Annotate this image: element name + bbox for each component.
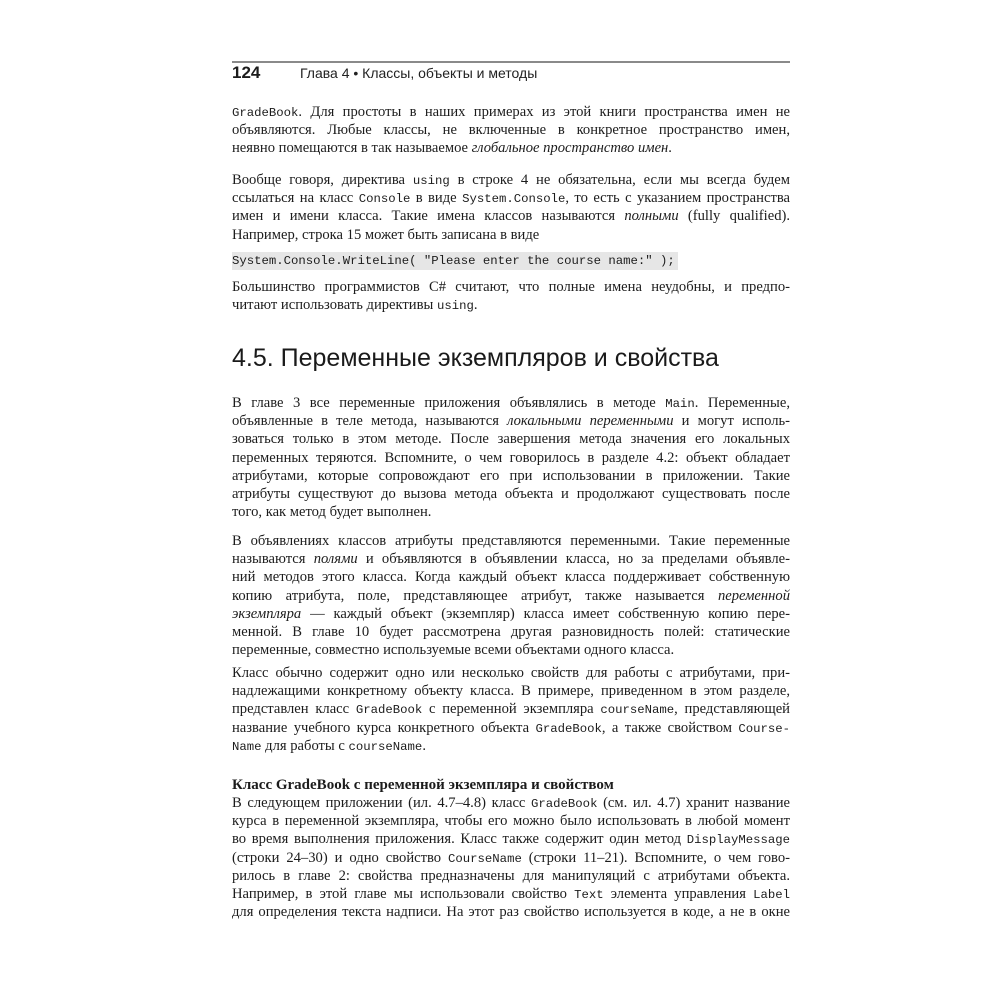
text-run: представлен класс — [232, 701, 356, 718]
text-run: зоваться только в этом методе. После завершения метода значения его локальных — [232, 431, 790, 448]
section-heading — [232, 343, 790, 373]
text-line — [232, 550, 790, 568]
paragraph — [232, 794, 790, 921]
text-line — [232, 121, 790, 139]
text-line — [232, 885, 790, 903]
italic-term: полными — [624, 208, 679, 225]
text-run: . Переменные, — [694, 395, 790, 411]
inline-code: System.Console — [462, 192, 566, 207]
text-line — [232, 207, 790, 225]
paragraph — [232, 103, 790, 158]
text-run: читают использовать директивы — [232, 297, 437, 314]
text-line — [232, 587, 790, 605]
text-run: В главе 3 все переменные приложения объявлялись в методе — [232, 395, 666, 411]
text-run: того, как метод будет выполнен. — [232, 504, 432, 521]
text-run: называются — [232, 551, 314, 568]
section-title: 4.5. Переменные экземпляров и свойства — [232, 344, 719, 372]
paragraph — [232, 278, 790, 314]
text-run: название учебного курса конкретного объекта — [232, 719, 536, 736]
text-line — [232, 682, 790, 700]
paragraph — [232, 394, 790, 521]
inline-code: Name — [232, 739, 262, 754]
text-run: неявно помещаются в так называемое — [232, 140, 472, 157]
text-line — [232, 830, 790, 848]
text-run: рилось в главе 2: свойства предназначены для манипуляций с атрибутами объекта. — [232, 867, 790, 884]
header-rule — [232, 61, 790, 63]
text-line — [232, 737, 790, 755]
italic-term: переменной — [717, 587, 790, 604]
text-run: с переменной экземпляра — [422, 701, 601, 718]
text-line — [232, 467, 790, 485]
inline-code: courseName — [600, 703, 675, 718]
text-line — [232, 641, 790, 659]
text-run: в виде — [410, 190, 463, 207]
text-line — [232, 903, 790, 921]
inline-code: GradeBook — [535, 721, 602, 736]
text-run: ссылаться на класс — [232, 190, 359, 207]
text-run: В объявлениях классов атрибуты представляются переменными. Такие переменные — [232, 533, 790, 549]
italic-term: локальными переменными — [507, 413, 674, 430]
italic-term: полями — [313, 551, 358, 568]
text-line — [232, 503, 790, 521]
text-line — [232, 394, 790, 412]
text-run: переменных теряются. Вспомните, о чем говорилось в разделе 4.2: объект обладает — [232, 449, 790, 466]
text-run: и объявляются в объявлении класса, но за пределами объявле- — [357, 551, 790, 568]
text-run: и могут исполь- — [673, 413, 790, 430]
text-line — [232, 449, 790, 467]
text-run: переменные, совместно используемые всеми объектами одного класса. — [232, 642, 675, 659]
italic-term: экземпляра — [232, 605, 302, 622]
subsection-title: Класс GradeBook с переменной экземпляра и свойством — [232, 777, 614, 793]
text-run: для работы с — [261, 737, 349, 754]
text-line — [232, 849, 790, 867]
inline-code: GradeBook — [355, 703, 423, 718]
text-line — [232, 532, 790, 550]
text-run: . — [422, 737, 426, 754]
text-run: во время выполнения приложения. Класс также содержит один метод — [232, 831, 687, 848]
text-run: Вообще говоря, директива — [232, 172, 413, 188]
text-line — [232, 867, 790, 885]
text-line — [232, 296, 790, 314]
running-title: Глава 4 • Классы, объекты и методы — [300, 65, 538, 81]
text-run: — каждый объект (экземпляр) класса имеет собственную копию пере- — [301, 605, 790, 622]
text-run: Класс обычно содержит одно или несколько свойств для работы с атрибутами, при- — [232, 665, 790, 681]
text-run: имен и имени класса. Такие имена классов называются — [232, 208, 625, 225]
text-run: для определения текста надписи. На этот раз свойство используется в коде, а не в окне — [232, 904, 790, 921]
paragraph — [232, 171, 790, 244]
italic-term: глобальное пространство имен — [471, 140, 669, 157]
text-line — [232, 794, 790, 812]
inline-code: Course- — [738, 721, 790, 736]
text-line — [232, 171, 790, 189]
text-run: (fully qualified). — [678, 208, 790, 225]
text-line — [232, 719, 790, 737]
text-line — [232, 278, 790, 296]
code-line: System.Console.WriteLine( "Please enter the course name:" ); — [232, 252, 678, 270]
text-line — [232, 664, 790, 682]
text-run: Большинство программистов C# считают, что полные имена неудобны, и предпо- — [232, 279, 790, 295]
inline-code: CourseName — [448, 851, 522, 866]
inline-code: Main — [665, 397, 695, 411]
text-run: (строки 24–30) и одно свойство — [232, 849, 449, 866]
text-run: . — [473, 297, 478, 314]
inline-code: using — [436, 299, 474, 314]
inline-code: Label — [753, 887, 791, 902]
text-line — [232, 412, 790, 430]
inline-code: Console — [358, 192, 411, 207]
text-run: атрибутами, которые сопровождают его при использовании в приложении. Такие — [232, 467, 790, 484]
text-run: надлежащими конкретному объекту класса. В примере, приведенном в этом разделе, — [232, 683, 790, 700]
inline-code: GradeBook — [531, 797, 598, 811]
text-run: объявляются. Любые классы, не включенные в конкретное пространство имен, — [232, 122, 790, 139]
text-line — [232, 103, 790, 121]
inline-code: DisplayMessage — [686, 833, 790, 848]
text-run: в строке 4 не обязательна, если мы всегда будем — [449, 172, 790, 188]
inline-code: GradeBook — [232, 106, 299, 120]
code-block — [232, 251, 790, 270]
text-run: (см. ил. 4.7) хранит название — [597, 795, 790, 811]
text-run: , а также свойством — [601, 719, 739, 736]
text-run: . Для простоты в наших примерах из этой книги пространства имен не — [298, 104, 790, 120]
page-number: 124 — [232, 63, 261, 82]
text-line — [232, 700, 790, 718]
text-run: атрибуты существуют до вызова метода объекта и продолжают существовать после — [232, 485, 790, 502]
text-run: , представляющей — [674, 701, 790, 718]
text-run: (строки 11–21). Вспомните, о чем гово- — [521, 849, 790, 866]
text-run: элемента управления — [603, 885, 754, 902]
text-run: Например, строка 15 может быть записана в виде — [232, 226, 540, 243]
text-line — [232, 623, 790, 641]
subsection-heading — [232, 776, 790, 794]
text-line — [232, 812, 790, 830]
text-run: В следующем приложении (ил. 4.7–4.8) класс — [232, 795, 532, 811]
text-line — [232, 430, 790, 448]
text-run: объявленные в теле метода, называются — [232, 413, 508, 430]
text-line — [232, 226, 790, 244]
text-line — [232, 139, 790, 157]
text-line — [232, 485, 790, 503]
inline-code: Text — [574, 887, 604, 902]
inline-code: courseName — [348, 739, 423, 754]
text-run: Например, в этой главе мы использовали свойство — [232, 885, 575, 902]
inline-code: using — [412, 174, 450, 188]
text-run: менной. В главе 10 будет рассмотрена другая разновидность полей: статические — [232, 623, 790, 640]
text-run: ний методов этого класса. Когда каждый объект класса поддерживает собственную — [232, 569, 790, 586]
text-line — [232, 568, 790, 586]
text-run: курса в переменной экземпляра, чтобы его можно было использовать в любой момент — [232, 813, 790, 830]
text-run: . — [668, 140, 672, 157]
text-run: копию атрибута, поле, представляющее атрибут, также называется — [232, 587, 718, 604]
paragraph — [232, 664, 790, 755]
text-line — [232, 189, 790, 207]
text-run: , то есть с указанием пространства — [565, 190, 790, 207]
text-line — [232, 605, 790, 623]
paragraph — [232, 532, 790, 659]
